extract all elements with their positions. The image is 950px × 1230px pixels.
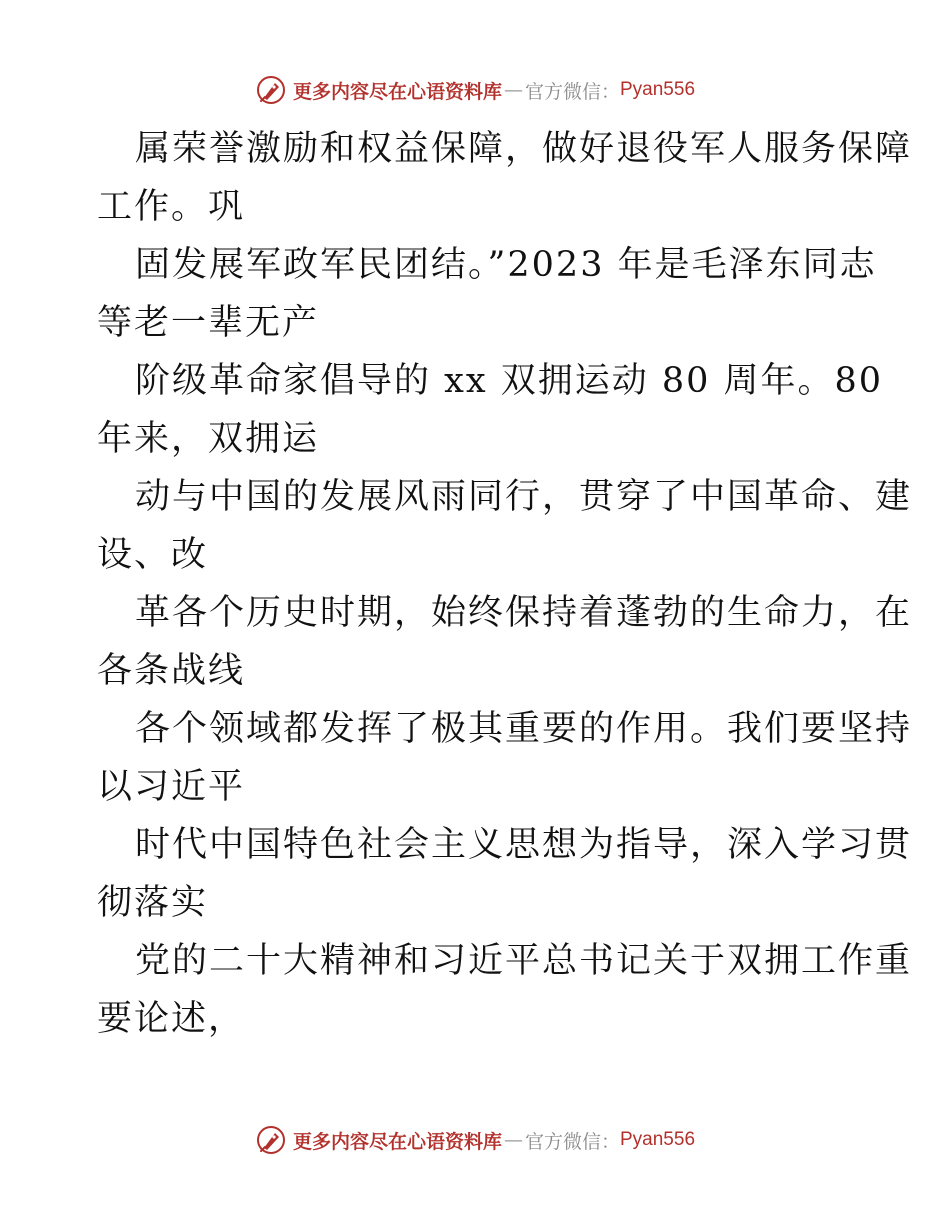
banner-separator: — [503,1129,523,1151]
paragraph-line: 各条战线 [97,651,246,691]
paragraph-line: 固发展军政军民团结。”2023 年是毛泽东同志 [135,245,877,285]
paragraph-line: 年来，双拥运 [97,419,320,459]
paragraph-line: 彻落实 [97,883,209,923]
banner-official-label: 官方微信： [524,1130,620,1153]
banner-site-name: 更多内容尽在心语资料库 [292,1130,502,1153]
paragraph-line: 动与中国的发展风雨同行，贯穿了中国革命、建 [135,477,913,517]
header-banner [0,70,950,110]
paragraph-line: 工作。巩 [97,187,246,227]
banner-official-label: 官方微信： [524,80,620,103]
paragraph-line: 等老一辈无产 [97,303,320,343]
paragraph-line: 时代中国特色社会主义思想为指导，深入学习贯 [135,825,913,865]
document-body [97,120,913,1048]
pen-nib-logo-icon [255,1124,287,1156]
banner-site-name: 更多内容尽在心语资料库 [292,80,502,103]
paragraph-line: 设、改 [97,535,209,575]
paragraph-line: 党的二十大精神和习近平总书记关于双拥工作重 [135,941,913,981]
footer-banner [0,1120,950,1160]
banner-separator: — [503,79,523,101]
paragraph-line: 属荣誉激励和权益保障，做好退役军人服务保障 [135,129,913,169]
paragraph-line: 要论述， [97,999,246,1039]
paragraph-line: 革各个历史时期，始终保持着蓬勃的生命力，在 [135,593,913,633]
paragraph-line: 各个领域都发挥了极其重要的作用。我们要坚持 [135,709,913,749]
paragraph-line: 阶级革命家倡导的 xx 双拥运动 80 周年。80 [135,361,884,401]
banner-wechat-id: Pyan556 [620,79,696,100]
paragraph-line: 以习近平 [97,767,246,807]
banner-wechat-id: Pyan556 [620,1129,696,1150]
pen-nib-logo-icon [255,74,287,106]
